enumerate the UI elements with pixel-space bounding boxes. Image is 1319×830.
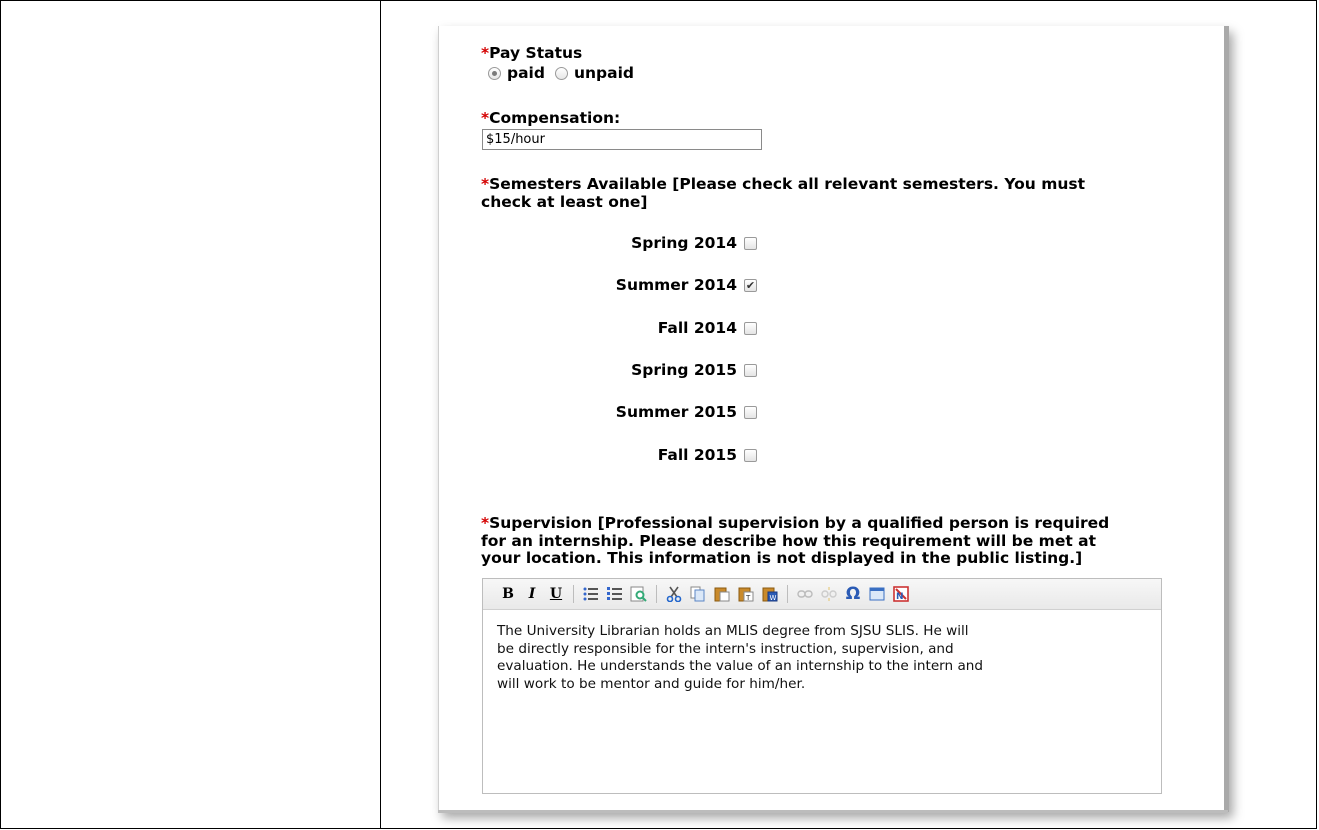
pay-status-label: *Pay Status bbox=[481, 44, 583, 62]
compensation-input[interactable] bbox=[482, 129, 762, 150]
required-asterisk: * bbox=[481, 44, 490, 62]
semester-row-spring-2014: Spring 2014 bbox=[631, 234, 757, 252]
editor-text-line: The University Librarian holds an MLIS degree from SJSU SLIS. He will bbox=[497, 623, 969, 639]
pay-status-radio-group bbox=[488, 64, 644, 82]
svg-text:T: T bbox=[746, 594, 751, 602]
supervision-label: *Supervision [Professional supervision by a qualified person is required for an internship. Please describe how this requirement will be met at your location. This information is not displayed in the public listing.] bbox=[481, 514, 1110, 567]
special-char-icon[interactable]: Ω bbox=[845, 584, 861, 604]
underline-icon[interactable]: U bbox=[549, 586, 563, 602]
unlink-icon[interactable] bbox=[818, 583, 840, 605]
svg-text:N: N bbox=[896, 592, 904, 602]
toolbar-separator bbox=[573, 585, 574, 603]
editor-content-area[interactable] bbox=[483, 610, 1161, 693]
semester-row-summer-2014: Summer 2014 ✔ bbox=[615, 276, 756, 294]
summer-2014-checkbox[interactable]: ✔ bbox=[745, 278, 756, 292]
editor-text-line: be directly responsible for the intern's instruction, supervision, and bbox=[497, 640, 954, 657]
table-column-divider bbox=[380, 0, 381, 829]
spring-2014-checkbox[interactable] bbox=[744, 237, 757, 250]
paid-radio-label[interactable]: paid bbox=[507, 64, 545, 82]
unpaid-radio-label[interactable]: unpaid bbox=[573, 64, 635, 82]
maximize-icon[interactable] bbox=[866, 583, 888, 605]
supervision-rich-text-editor bbox=[482, 578, 1162, 794]
panel-scrollbar-edge bbox=[1224, 26, 1229, 812]
toolbar-separator bbox=[656, 585, 657, 603]
fall-2015-checkbox[interactable] bbox=[744, 449, 757, 462]
unpaid-radio[interactable] bbox=[555, 67, 568, 80]
cut-icon[interactable] bbox=[663, 583, 685, 605]
paste-icon[interactable] bbox=[711, 583, 733, 605]
svg-text:W: W bbox=[769, 594, 777, 602]
semester-row-summer-2015: Summer 2015 bbox=[616, 403, 757, 421]
bold-icon[interactable]: B bbox=[502, 586, 514, 602]
semesters-label: *Semesters Available [Please check all relevant semesters. You must check at least one] bbox=[481, 175, 1086, 211]
required-asterisk: * bbox=[481, 109, 490, 127]
spring-2015-checkbox[interactable] bbox=[744, 364, 757, 377]
semester-row-fall-2015: Fall 2015 bbox=[658, 446, 757, 464]
required-asterisk: * bbox=[481, 175, 490, 193]
required-asterisk: * bbox=[481, 514, 490, 532]
remove-format-icon[interactable] bbox=[890, 583, 912, 605]
summer-2015-checkbox[interactable] bbox=[744, 406, 757, 419]
numbered-list-icon[interactable] bbox=[604, 583, 626, 605]
semester-row-spring-2015: Spring 2015 bbox=[631, 361, 757, 379]
paste-text-icon[interactable] bbox=[735, 583, 757, 605]
link-icon[interactable] bbox=[794, 583, 816, 605]
toolbar-separator bbox=[787, 585, 788, 603]
paid-radio[interactable] bbox=[488, 67, 501, 80]
compensation-label: *Compensation: bbox=[481, 109, 621, 127]
editor-toolbar bbox=[483, 579, 1161, 610]
copy-icon[interactable] bbox=[687, 583, 709, 605]
editor-text-line: will work to be mentor and guide for him/her. bbox=[497, 675, 806, 692]
panel-bottom-edge bbox=[438, 810, 1228, 813]
editor-text-line: evaluation. He understands the value of an internship to the intern and bbox=[497, 658, 984, 674]
fall-2014-checkbox[interactable] bbox=[744, 322, 757, 335]
italic-icon[interactable]: I bbox=[528, 586, 536, 602]
bulleted-list-icon[interactable] bbox=[580, 583, 602, 605]
paste-word-icon[interactable] bbox=[759, 583, 781, 605]
find-icon[interactable] bbox=[628, 583, 650, 605]
semester-row-fall-2014: Fall 2014 bbox=[658, 319, 757, 337]
